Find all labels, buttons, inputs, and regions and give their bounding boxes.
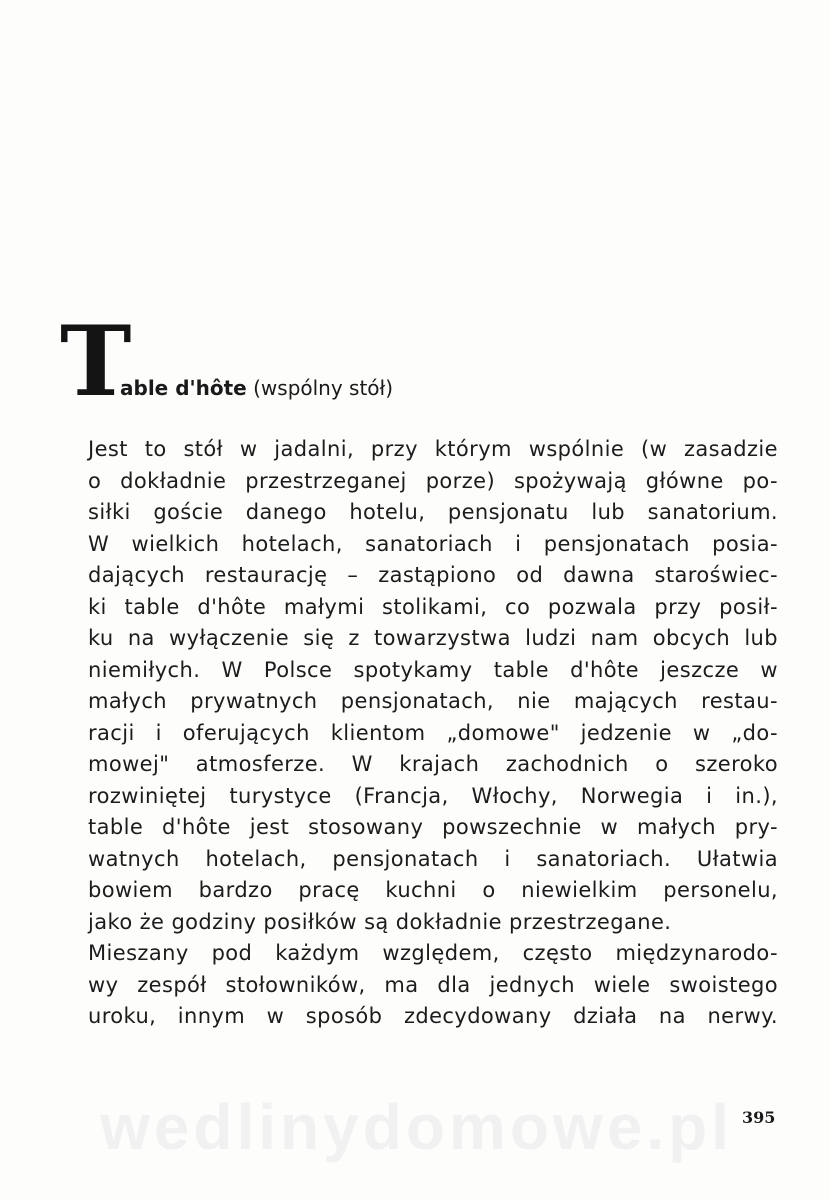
text-line: racji i oferujących klientom „domowe" jedzenie w „do- (88, 720, 778, 745)
text-line: W wielkich hotelach, sanatoriach i pensjonatach posia- (88, 531, 778, 556)
body-text (88, 434, 778, 1033)
text-line: o dokładnie przestrzeganej porze) spożywają główne po- (88, 468, 778, 493)
text-line: Jest to stół w jadalni, przy którym wspólnie (w zasadzie (88, 437, 778, 461)
text-line: siłki goście danego hotelu, pensjonatu lub sanatorium. (88, 500, 778, 524)
text-line: bowiem bardzo pracę kuchni o niewielkim personelu, (88, 878, 778, 902)
heading-text (120, 376, 393, 400)
entry-heading (60, 305, 760, 418)
heading-term: able d'hôte (120, 376, 247, 400)
drop-cap: T (60, 305, 132, 418)
text-line: niemiłych. W Polsce spotykamy table d'hôte jeszcze w (88, 657, 778, 682)
text-line: wy zespół stołowników, ma dla jednych wiele swoistego (88, 972, 778, 997)
text-line: ku na wyłączenie się z towarzystwa ludzi nam obcych lub (88, 626, 778, 650)
text-line: mowej" atmosferze. W krajach zachodnich o szeroko (88, 752, 778, 776)
heading-translation: (wspólny stół) (253, 376, 394, 400)
text-line: uroku, innym w sposób zdecydowany działa na nerwy. (88, 1004, 778, 1028)
text-line: rozwiniętej turystyce (Francja, Włochy, Norwegia i in.), (88, 783, 778, 808)
text-line: watnych hotelach, pensjonatach i sanatoriach. Ułatwia (88, 846, 778, 871)
text-line: małych prywatnych pensjonatach, nie mających restau- (88, 689, 778, 713)
page-number: 395 (742, 1108, 776, 1127)
text-line: jako że godziny posiłków są dokładnie przestrzegane. (88, 909, 672, 934)
text-line: ki table d'hôte małymi stolikami, co pozwala przy posił- (88, 594, 778, 619)
text-line: dających restaurację – zastąpiono od dawna staroświec- (88, 563, 778, 587)
watermark: wedlinydomowe.pl (100, 1091, 733, 1163)
text-line: Mieszany pod każdym względem, często międzynarodo- (88, 941, 778, 965)
text-line: table d'hôte jest stosowany powszechnie w małych pry- (88, 815, 778, 839)
